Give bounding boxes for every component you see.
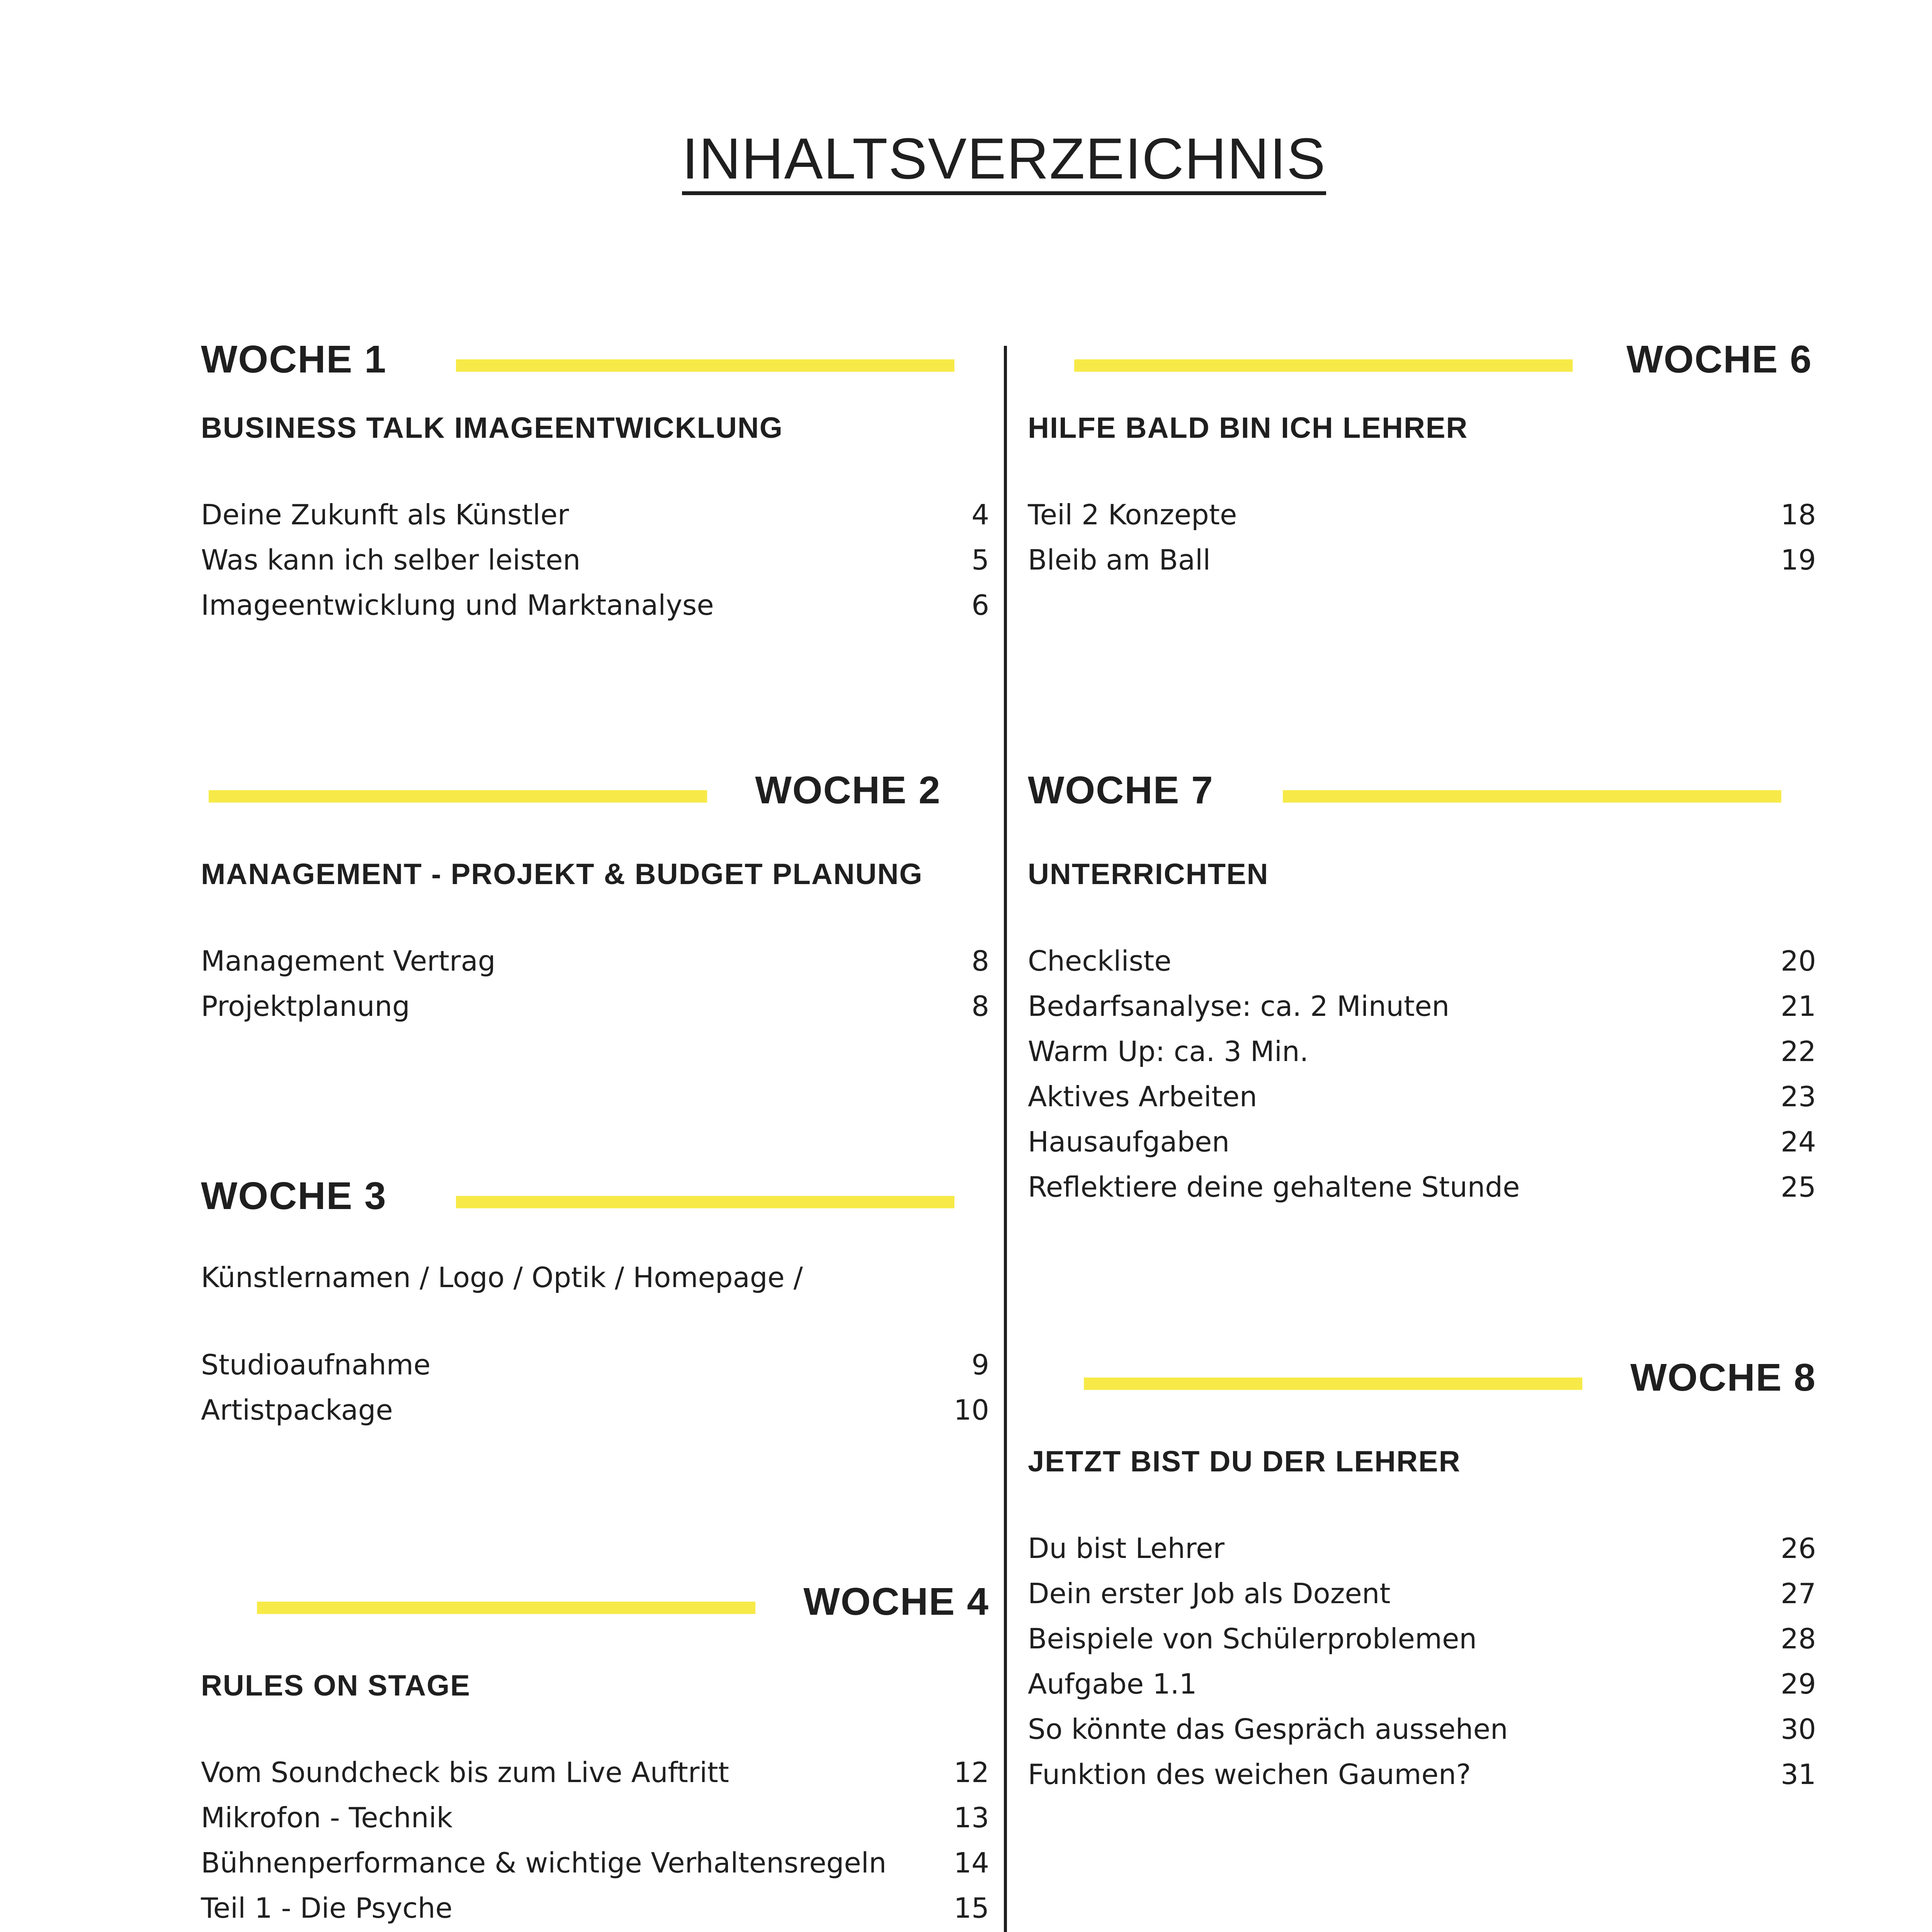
toc-entry[interactable] (201, 1801, 989, 1849)
week-label: WOCHE 4 (803, 1580, 989, 1623)
section-woche-7 (1028, 771, 1816, 1218)
entry-page: 26 (1781, 1532, 1816, 1565)
entry-title: Bleib am Ball (1028, 544, 1211, 576)
entry-page: 30 (1781, 1713, 1816, 1745)
entry-title: Management Vertrag (201, 945, 496, 977)
entry-page: 12 (954, 1756, 989, 1789)
toc-entry[interactable] (1028, 1715, 1816, 1760)
toc-entries (1028, 1534, 1816, 1806)
toc-entries (201, 498, 989, 636)
entry-page: 25 (1781, 1171, 1816, 1203)
entry-page: 9 (971, 1349, 989, 1381)
entry-page: 24 (1781, 1126, 1816, 1158)
week-label: WOCHE 6 (1626, 338, 1812, 381)
entry-title: Artistpackage (201, 1394, 393, 1426)
entry-title: Du bist Lehrer (1028, 1532, 1225, 1565)
toc-entry[interactable] (201, 1351, 989, 1396)
section-topic: UNTERRICHTEN (1028, 858, 1269, 891)
toc-entries (201, 1351, 989, 1441)
week-label: WOCHE 3 (201, 1174, 387, 1218)
entry-page: 8 (971, 990, 989, 1022)
entry-title: Aufgabe 1.1 (1028, 1668, 1197, 1700)
entry-page: 6 (971, 589, 989, 621)
accent-bar (1283, 790, 1781, 803)
entry-page: 22 (1781, 1035, 1816, 1068)
section-woche-4 (201, 1582, 989, 1932)
toc-entry[interactable] (1028, 947, 1816, 992)
accent-bar (1084, 1378, 1582, 1390)
section-woche-8 (1028, 1358, 1816, 1806)
week-heading (201, 771, 941, 821)
entry-title: Mikrofon - Technik (201, 1801, 453, 1834)
entry-title: Checkliste (1028, 945, 1172, 977)
section-topic: RULES ON STAGE (201, 1669, 471, 1702)
entry-title: So könnte das Gespräch aussehen (1028, 1713, 1508, 1745)
week-heading (201, 340, 989, 390)
entry-page: 13 (954, 1801, 989, 1834)
toc-entry[interactable] (201, 498, 989, 546)
toc-entry[interactable] (1028, 1173, 1816, 1218)
toc-entry[interactable] (201, 1396, 989, 1441)
toc-entry[interactable] (1028, 498, 1816, 546)
entry-title: Aktives Arbeiten (1028, 1080, 1257, 1113)
entry-title: Warm Up: ca. 3 Min. (1028, 1035, 1309, 1068)
section-woche-6 (1028, 340, 1816, 591)
accent-bar (209, 790, 707, 803)
week-heading (1028, 771, 1816, 821)
entry-title: Funktion des weichen Gaumen? (1028, 1758, 1471, 1791)
section-topic: JETZT BIST DU DER LEHRER (1028, 1445, 1461, 1478)
page-title: INHALTSVERZEICHNIS (0, 129, 1932, 195)
entry-title: Hausaufgaben (1028, 1126, 1230, 1158)
entry-title: Teil 2 Konzepte (1028, 498, 1237, 531)
entry-page: 15 (954, 1892, 989, 1924)
section-woche-2 (201, 771, 989, 1037)
entry-page: 19 (1781, 544, 1816, 576)
toc-entry[interactable] (201, 591, 989, 636)
entry-title: Beispiele von Schülerproblemen (1028, 1622, 1477, 1655)
week-heading (1028, 1358, 1816, 1408)
toc-entry[interactable] (1028, 1534, 1816, 1580)
entry-page: 8 (971, 945, 989, 977)
toc-entry[interactable] (1028, 546, 1816, 591)
entry-title: Imageentwicklung und Marktanalyse (201, 589, 714, 621)
toc-entry[interactable] (201, 947, 989, 992)
toc-entries (1028, 947, 1816, 1218)
toc-entry[interactable] (201, 546, 989, 591)
toc-entry[interactable] (201, 1894, 989, 1932)
entry-title: Bühnenperformance & wichtige Verhaltensregeln (201, 1847, 887, 1879)
section-topic: MANAGEMENT - PROJEKT & BUDGET PLANUNG (201, 858, 923, 891)
toc-entry[interactable] (1028, 1080, 1816, 1128)
entry-title: Bedarfsanalyse: ca. 2 Minuten (1028, 990, 1450, 1022)
section-woche-3 (201, 1174, 989, 1441)
entry-page: 20 (1781, 945, 1816, 977)
section-topic: Künstlernamen / Logo / Optik / Homepage / (201, 1261, 803, 1294)
week-label: WOCHE 8 (1630, 1356, 1816, 1399)
entry-page: 31 (1781, 1758, 1816, 1791)
section-topic: HILFE BALD BIN ICH LEHRER (1028, 412, 1468, 444)
week-heading (1028, 340, 1812, 390)
entry-page: 29 (1781, 1668, 1816, 1700)
entry-title: Was kann ich selber leisten (201, 544, 581, 576)
entry-title: Projektplanung (201, 990, 410, 1022)
toc-entries (201, 947, 989, 1037)
entry-page: 27 (1781, 1577, 1816, 1610)
column-divider (1004, 346, 1007, 1932)
toc-entry[interactable] (201, 1849, 989, 1894)
entry-page: 28 (1781, 1622, 1816, 1655)
entry-title: Studioaufnahme (201, 1349, 431, 1381)
week-label: WOCHE 2 (755, 769, 941, 812)
toc-entries (1028, 498, 1816, 591)
entry-title: Vom Soundcheck bis zum Live Auftritt (201, 1756, 729, 1789)
entry-title: Reflektiere deine gehaltene Stunde (1028, 1171, 1520, 1203)
entry-page: 5 (971, 544, 989, 576)
week-label: WOCHE 1 (201, 338, 387, 381)
week-heading (201, 1582, 989, 1633)
accent-bar (257, 1602, 755, 1614)
entry-page: 4 (971, 498, 989, 531)
entry-page: 21 (1781, 990, 1816, 1022)
section-topic: BUSINESS TALK IMAGEENTWICKLUNG (201, 412, 783, 444)
toc-entry[interactable] (1028, 992, 1816, 1037)
entry-page: 18 (1781, 498, 1816, 531)
entry-title: Dein erster Job als Dozent (1028, 1577, 1391, 1610)
week-heading (201, 1174, 989, 1227)
week-label: WOCHE 7 (1028, 769, 1214, 812)
toc-entry[interactable] (1028, 1670, 1816, 1715)
entry-title: Deine Zukunft als Künstler (201, 498, 569, 531)
toc-entry[interactable] (1028, 1760, 1816, 1806)
section-woche-1 (201, 340, 989, 636)
entry-title: Teil 1 - Die Psyche (201, 1892, 452, 1924)
toc-entry[interactable] (1028, 1128, 1816, 1173)
toc-entry[interactable] (1028, 1037, 1816, 1083)
accent-bar (1074, 359, 1573, 372)
toc-entry[interactable] (1028, 1577, 1816, 1625)
entry-page: 14 (954, 1847, 989, 1879)
toc-entry[interactable] (201, 1756, 989, 1804)
accent-bar (456, 1196, 954, 1208)
entry-page: 23 (1781, 1080, 1816, 1113)
toc-entries (201, 1756, 989, 1932)
entry-page: 10 (954, 1394, 989, 1426)
accent-bar (456, 359, 954, 372)
toc-entry[interactable] (1028, 1622, 1816, 1670)
toc-entry[interactable] (201, 992, 989, 1037)
